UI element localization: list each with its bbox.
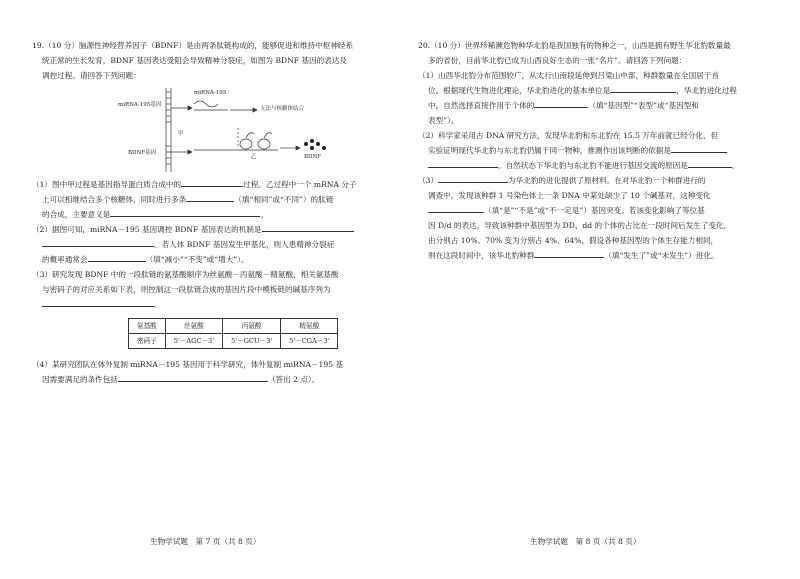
q20-part1 [418,83,770,98]
table-header-cell: 丝氨酸 [165,319,222,334]
table-header-cell: 氨基酸 [129,319,166,334]
q20-p1-text: ，华北豹进化过程 [676,86,737,95]
answer-blank[interactable] [438,173,508,183]
q19-p1-text: （填“相同”或“不同”）的肽链 [234,195,334,204]
q19-intro-line: 19.（10 分）脑源性神经营养因子（BDNF）是由两条肽链构成的，能够促进和维持中枢神经系 [32,41,354,50]
q20-p1-text: （填“基因型”“表型”或“基因型和 [588,101,699,110]
table-row [129,334,338,349]
q19-p2-text: 。若人体 BDNF 基因发生甲基化，则人患精神分裂症 [154,240,335,249]
q19-part3: 与密码子的对应关系如下表，则控制这一段肽链合成的基因片段中模板链的碱基序列为 [42,285,331,294]
answer-blank[interactable] [110,207,260,217]
answer-blank[interactable] [534,98,588,108]
q19-part2 [32,237,382,252]
q20-p2-text: 。 [731,161,740,170]
table-cell: 5'－AGC－3' [165,334,222,349]
answer-blank[interactable] [186,192,234,202]
q20-intro-line: 多的省份，目前华北豹已成为山西良好生态的一张“名片”。请回答下列问题： [428,56,687,65]
q19-part1 [32,192,382,207]
answer-blank[interactable] [428,203,484,213]
table-header-cell: 精氨酸 [281,319,338,334]
q20-part2: （2）科学家采用古 DNA 研究方法，发现华北豹和东北豹在 15.5 万年前就已经分化，但 [418,131,719,140]
q19-p3-text: 。 [154,300,162,309]
answer-blank[interactable] [688,158,732,168]
yi-label: 乙 [251,154,257,160]
q20-part3: 由分别占 10%、70% 变为分别占 4%、64%，假设各种基因型的个体生存能力相同， [428,236,719,245]
answer-blank[interactable] [671,143,727,153]
q19-p1-text: 的合成，主要意义是 [42,210,111,219]
table-header-row [129,319,338,334]
q20-p2-text: 。自然状态下华北豹与东北豹不能进行基因交流的原因是 [498,161,688,170]
q20-p3-text: （3） [418,176,439,185]
q20-part3: 调查中，发现该种群 1 号染色体上一条 DNA 中某处缺少了 10 个碱基对，这种变化 [428,191,711,200]
answer-blank[interactable] [88,252,146,262]
q20-p3-text: （填“是”“不是”或“不一定是”）基因突变。若该变化影响了等位基 [484,206,705,215]
answer-blank[interactable] [42,237,154,247]
q20-part2 [418,158,770,173]
table-cell: 5'－GCU－3' [223,334,281,349]
q20-part3 [418,173,770,188]
page-footer-left: 生物学试题 第 7 页（共 8 页） [150,537,261,546]
table-cell: 5'－CGA－3' [281,334,338,349]
q20-p3-text: （填“发生了”或“未发生”）进化。 [604,251,719,260]
table-cell: 密码子 [129,334,166,349]
q19-part1 [32,207,382,222]
q20-p2-text: 实验证明现代华北豹与东北豹仍属于同一物种，推测作出该判断的依据是 [428,146,671,155]
q19-intro-line: 统正常的生长发育，BDNF 基因表达受阻会导致精神分裂症，如图为 BDNF 基因的表达及 [42,56,347,65]
answer-blank[interactable] [610,83,676,93]
answer-blank[interactable] [181,177,243,187]
no-combine-label: 无法与核糖体结合 [260,106,305,112]
q20-intro-line: 20.（10 分）世界珍稀濒危物种华北豹是我国独有的物种之一，山西是拥有野生华北豹数量最 [418,41,731,50]
codon-table [128,318,338,349]
q19-part1 [32,177,382,192]
page-footer-right: 生物学试题 第 8 页（共 8 页） [530,537,641,546]
q20-part3 [418,248,770,263]
answer-blank[interactable] [262,222,354,232]
q20-part2 [418,143,770,158]
bdnf-label: BDNF [304,154,322,160]
q19-p2-text: （2）据图可知，miRNA－195 基因调控 BDNF 基因表达的机制是 [32,225,262,234]
q19-p4-text: （答出 2 点）。 [267,375,320,384]
table-header-cell: 丙氨酸 [223,319,281,334]
q19-p1-text: 过程。乙过程中一个 mRNA 分子 [243,180,357,189]
q19-part2 [32,222,382,237]
jia-label: 甲 [178,131,184,137]
bdnf-gene-label: BDNF基因 [128,150,157,156]
q19-p2-text: （填“减小”“不变”或“增大”）。 [145,255,249,264]
q19-intro-line: 调控过程。请回答下列问题： [42,71,141,80]
q19-part4 [32,372,382,387]
q19-part3: （3）研究发现 BDNF 中的一段肽链的氨基酸顺序为丝氨酸－丙氨酸－精氨酸，相关氨基酸 [32,270,339,279]
q19-p1-text: （1）图中甲过程是基因指导蛋白质合成中的 [32,180,182,189]
q20-p1-text: 位。根据现代生物进化理论，华北豹进化的基本单位是 [428,86,611,95]
q20-p3-text: 则在这段时间中，该华北豹种群 [428,251,535,260]
q19-p4-text: 因需要满足的条件包括 [42,375,118,384]
q19-p1-text: 上可以相继结合多个核糖体，同时进行多条 [42,195,187,204]
mirna-gene-label: miRNA-195基因 [118,102,162,108]
q19-part3 [32,297,382,312]
mirna-label: miRNA-195 [194,90,227,96]
q19-part4: （4）某研究团队在体外复制 miRNA－195 基因用于科学研究，体外复制 miRNA－195 基 [32,360,344,369]
bdnf-expression-diagram [118,86,338,174]
answer-blank[interactable] [118,372,268,382]
q20-part3 [418,203,770,218]
q20-part3: 因 D/d 的表达，导致该种群中基因型为 DD、dd 的个体的占比在一段时间后发生了变化， [428,221,732,230]
q20-part1: 表型”）。 [428,116,459,125]
answer-blank[interactable] [42,297,154,307]
question-19 [32,38,382,387]
q20-part1 [418,98,770,113]
q20-part1: （1）山西华北豹分布范围较广，从太行山南段延伸到吕梁山中部，种群数量在全国居于首 [418,71,719,80]
question-20 [418,38,770,263]
q19-part2 [32,252,382,267]
q20-p3-text: 为华北豹的进化提供了原材料。在对华北豹一个种群进行的 [508,176,706,185]
q19-p2-text: 的概率通常会 [42,255,88,264]
q20-p1-text: 中，自然选择直接作用于个体的 [428,101,535,110]
q19-p1-text: 。 [260,210,268,219]
answer-blank[interactable] [534,248,604,258]
answer-blank[interactable] [428,158,498,168]
